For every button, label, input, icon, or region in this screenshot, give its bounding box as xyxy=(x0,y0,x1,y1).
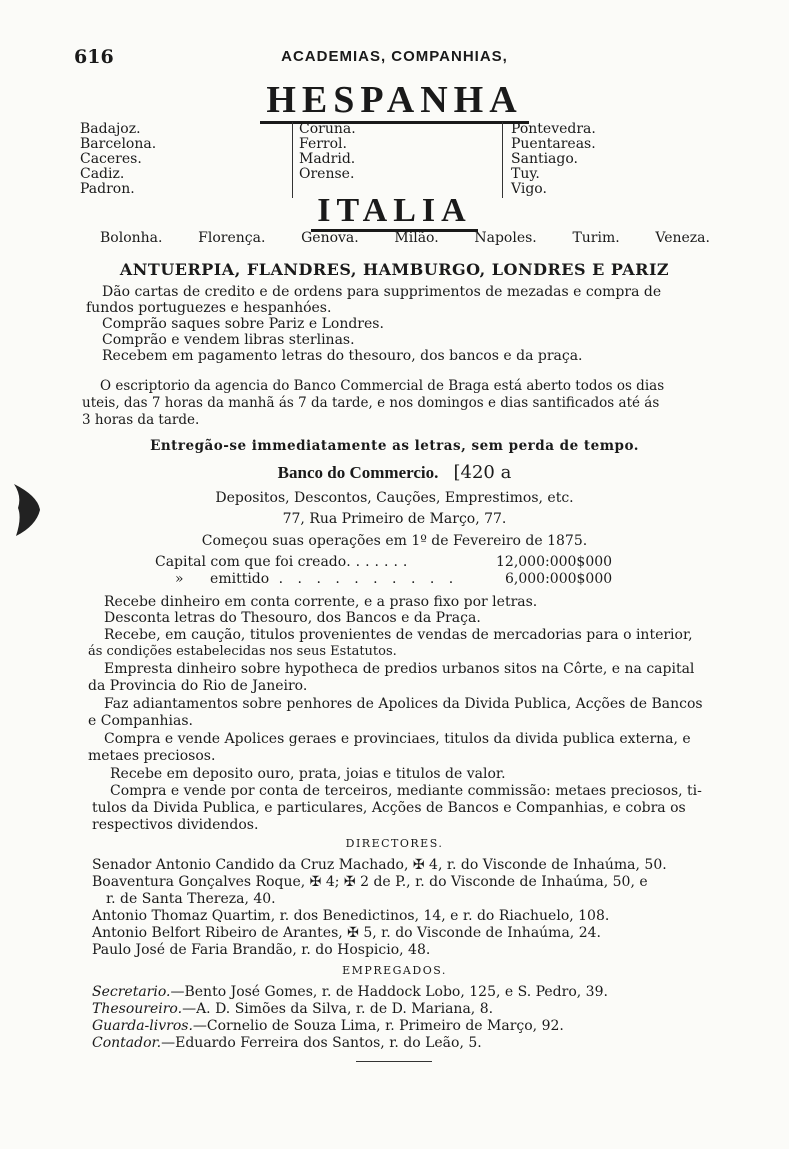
city: Madrid. xyxy=(299,151,356,167)
bank-start: Começou suas operações em 1º de Fevereiro de 1875. xyxy=(201,533,588,549)
city: Puentareas. xyxy=(511,136,596,152)
text-line: O escriptorio da agencia do Banco Commercial de Braga está aberto todos os dias xyxy=(100,378,665,394)
text-line: Empresta dinheiro sobre hypotheca de predios urbanos sitos na Côrte, e na capital xyxy=(104,661,695,677)
capital-value: 12,000:000$000 xyxy=(496,554,613,570)
employee-detail: —A. D. Simões da Silva, r. de D. Mariana, 8. xyxy=(182,1001,494,1017)
employee-line xyxy=(92,1018,564,1035)
text-line: Recebe, em caução, titulos provenientes de vendas de mercadorias para o interior, xyxy=(104,627,693,643)
text-line: 3 horas da tarde. xyxy=(82,412,200,428)
city: Napoles. xyxy=(474,230,537,246)
employee-line xyxy=(92,1001,493,1018)
city: Cadiz. xyxy=(80,166,125,182)
employee-role: Contador. xyxy=(92,1035,162,1051)
hespanha-column-2 xyxy=(292,122,356,198)
text-line: Dão cartas de credito e de ordens para supprimentos de mezadas e compra de xyxy=(102,284,662,300)
text-line: Compra e vende por conta de terceiros, mediante commissão: metaes preciosos, ti- xyxy=(110,783,702,799)
city: Badajoz. xyxy=(80,121,141,137)
page-number: 616 xyxy=(74,46,114,68)
director-line: Antonio Belfort Ribeiro de Arantes, ✠ 5, r. do Visconde de Inhaúma, 24. xyxy=(92,925,601,941)
capital-label: Capital com que foi creado xyxy=(155,554,347,570)
bank-name: Banco do Commercio. xyxy=(277,463,439,482)
hespanha-column-1 xyxy=(80,122,156,197)
city: Barcelona. xyxy=(80,136,157,152)
city: Caceres. xyxy=(80,151,142,167)
text-line: ás condições estabelecidas nos seus Estatutos. xyxy=(88,644,397,659)
hespanha-column-3 xyxy=(502,122,596,198)
city: Pontevedra. xyxy=(511,121,596,137)
binding-shadow-icon xyxy=(10,478,44,540)
text-line: Recebe em deposito ouro, prata, joias e titulos de valor. xyxy=(110,766,506,782)
text-line: Compra e vende Apolices geraes e provinciaes, titulos da divida publica externa, e xyxy=(104,731,691,747)
city: Coruña. xyxy=(299,121,356,137)
bank-address: 77, Rua Primeiro de Março, 77. xyxy=(282,511,507,527)
director-line: Boaventura Gonçalves Roque, ✠ 4; ✠ 2 de P., r. do Visconde de Inhaúma, 50, e xyxy=(92,874,648,890)
country-title-italia: ITALIA xyxy=(0,192,789,230)
city: Veneza. xyxy=(655,230,710,246)
city: Padron. xyxy=(80,181,135,197)
employee-role: Guarda-livros. xyxy=(92,1018,193,1034)
employee-role: Thesoureiro. xyxy=(92,1001,183,1017)
city: Florença. xyxy=(198,230,266,246)
running-head: ACADEMIAS, COMPANHIAS, xyxy=(281,48,508,65)
employee-detail: —Bento José Gomes, r. de Haddock Lobo, 125, e S. Pedro, 39. xyxy=(170,984,608,1000)
text-line: Comprão saques sobre Pariz e Londres. xyxy=(102,316,384,332)
text-line: Comprão e vendem libras sterlinas. xyxy=(102,332,355,348)
text-line: da Provincia do Rio de Janeiro. xyxy=(88,678,308,694)
text-line: Faz adiantamentos sobre penhores de Apolices da Divida Publica, Acções de Bancos xyxy=(104,696,703,712)
capital-row xyxy=(155,554,412,571)
text-line: Recebe dinheiro em conta corrente, e a praso fixo por letras. xyxy=(104,594,538,610)
emitted-value: 6,000:000$000 xyxy=(505,571,613,587)
employee-detail: —Eduardo Ferreira dos Santos, r. do Leão, 5. xyxy=(161,1035,482,1051)
bank-services: Depositos, Descontos, Cauções, Emprestimos, etc. xyxy=(215,490,574,506)
city: Orense. xyxy=(299,166,355,182)
employees-heading: EMPREGADOS. xyxy=(342,964,447,977)
ditto-mark: » xyxy=(175,571,184,587)
city: Ferrol. xyxy=(299,136,347,152)
text-line: metaes preciosos. xyxy=(88,748,216,764)
bank-title xyxy=(0,462,789,483)
city: Vigo. xyxy=(511,181,547,197)
employee-role: Secretario. xyxy=(92,984,171,1000)
employee-line xyxy=(92,984,608,1001)
text-line: Desconta letras do Thesouro, dos Bancos e da Praça. xyxy=(104,610,481,626)
city: Santiago. xyxy=(511,151,578,167)
city: Turim. xyxy=(572,230,620,246)
text-line: tulos da Divida Publica, e particulares, Acções de Bancos e Companhias, e cobra os xyxy=(92,800,686,816)
director-line: Paulo José de Faria Brandão, r. do Hospicio, 48. xyxy=(92,942,431,958)
text-line: fundos portuguezes e hespanhóes. xyxy=(86,300,332,316)
city: Tuy. xyxy=(511,166,540,182)
emitted-row xyxy=(175,571,458,588)
leader-dots: ....... xyxy=(346,554,413,570)
country-title-hespanha: HESPANHA xyxy=(0,78,789,122)
city: Bolonha. xyxy=(100,230,163,246)
leader-dots: . . . . . . . . . . xyxy=(269,571,459,587)
text-line: Recebem em pagamento letras do thesouro, dos bancos e da praça. xyxy=(102,348,583,364)
section-heading: ANTUERPIA, FLANDRES, HAMBURGO, LONDRES E PARIZ xyxy=(119,260,670,279)
city: Milão. xyxy=(394,230,439,246)
emphasis-line: Entregão-se immediatamente as letras, sem perda de tempo. xyxy=(150,438,639,454)
director-line: r. de Santa Thereza, 40. xyxy=(106,891,276,907)
text-line: respectivos dividendos. xyxy=(92,817,259,833)
emitted-label: emittido xyxy=(210,571,270,587)
bank-ref: [420 a xyxy=(453,462,512,483)
directors-heading: DIRECTORES. xyxy=(345,837,444,850)
employee-line xyxy=(92,1035,482,1052)
employee-detail: —Cornelio de Souza Lima, r. Primeiro de Março, 92. xyxy=(192,1018,564,1034)
text-line: e Companhias. xyxy=(88,713,193,729)
end-rule xyxy=(356,1061,432,1062)
director-line: Antonio Thomaz Quartim, r. dos Benedictinos, 14, e r. do Riachuelo, 108. xyxy=(92,908,610,924)
director-line: Senador Antonio Candido da Cruz Machado, ✠ 4, r. do Visconde de Inhaúma, 50. xyxy=(92,857,667,873)
italia-cities xyxy=(100,230,710,246)
city: Genova. xyxy=(301,230,359,246)
text-line: uteis, das 7 horas da manhã ás 7 da tarde, e nos domingos e dias santificados até ás xyxy=(82,395,660,411)
